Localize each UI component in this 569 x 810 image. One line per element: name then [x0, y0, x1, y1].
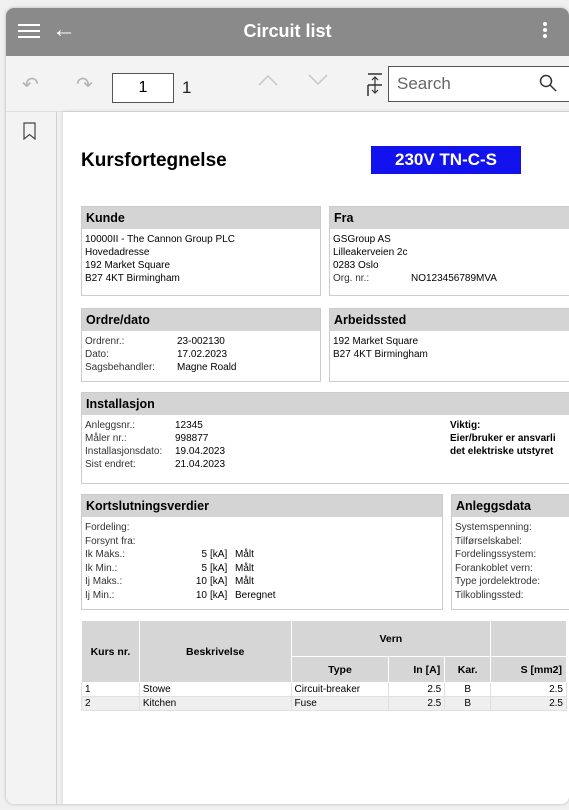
cell-type: Fuse	[291, 697, 389, 711]
cell-beskrivelse: Kitchen	[139, 697, 291, 711]
section-heading: Kunde	[82, 207, 320, 229]
ordre-section	[81, 308, 321, 382]
kortslutning-label: Forsynt fra:	[85, 535, 136, 547]
arbeidssted-line: 192 Market Square	[333, 336, 419, 347]
kortslutning-note: Målt	[235, 576, 254, 587]
search-icon[interactable]	[539, 74, 557, 92]
circuit-table	[81, 620, 567, 711]
arbeidssted-section	[329, 308, 569, 382]
kunde-line: B27 4KT Birmingham	[85, 273, 180, 284]
more-options-icon[interactable]	[543, 20, 549, 40]
kortslutning-label: Ik Min.:	[85, 562, 118, 574]
search-input[interactable]	[397, 73, 537, 95]
cell-kar: B	[445, 697, 491, 711]
anleggsdata-label: Systemspenning:	[455, 522, 532, 533]
side-panel	[6, 112, 56, 804]
section-heading: Installasjon	[82, 393, 569, 415]
app-title: Circuit list	[243, 21, 332, 41]
kortslutning-value: 5	[201, 562, 207, 574]
kortslutning-unit: [kA]	[210, 576, 228, 587]
cell-kurs: 2	[82, 697, 140, 711]
installasjon-value: 21.04.2023	[175, 459, 226, 470]
ordre-label: Dato:	[85, 349, 109, 360]
back-arrow-icon[interactable]: ←	[52, 16, 76, 43]
kunde-line: 192 Market Square	[85, 260, 171, 271]
page-number-input[interactable]: 1	[112, 73, 174, 103]
pdf-toolbar	[6, 56, 569, 112]
table-row	[82, 683, 567, 697]
header-kurs: Kurs nr.	[82, 621, 140, 683]
document-title: Kursfortegnelse	[81, 150, 227, 171]
section-heading: Arbeidssted	[330, 309, 569, 331]
anleggsdata-label: Forankoblet vern:	[455, 562, 533, 574]
kortslutning-section	[81, 494, 443, 610]
header-blank	[491, 621, 567, 657]
installasjon-value: 12345	[175, 420, 203, 431]
section-heading: Anleggsdata	[452, 495, 569, 517]
cell-s: 2.5	[491, 697, 567, 711]
header-type: Type	[291, 657, 389, 683]
ordre-label: Ordrenr.:	[85, 336, 125, 347]
anleggsdata-label: Tilførselskabel:	[455, 535, 522, 547]
installasjon-section	[81, 392, 569, 484]
anleggsdata-section	[451, 494, 569, 610]
cell-beskrivelse: Stowe	[139, 683, 291, 697]
cell-type: Circuit-breaker	[291, 683, 389, 697]
kortslutning-unit: [kA]	[210, 589, 228, 601]
cell-in: 2.5	[389, 683, 445, 697]
header-beskrivelse: Beskrivelse	[139, 621, 291, 683]
cell-s: 2.5	[491, 683, 567, 697]
installasjon-value: 19.04.2023	[175, 446, 226, 457]
installasjon-label: Måler nr.:	[85, 433, 127, 444]
ordre-value: 23-002130	[177, 336, 225, 347]
cell-kar: B	[445, 683, 491, 697]
bookmark-icon[interactable]	[23, 122, 36, 140]
kortslutning-value: 10	[195, 589, 207, 601]
previous-result-icon[interactable]	[258, 70, 278, 91]
kortslutning-note: Målt	[235, 549, 254, 560]
fra-section	[329, 206, 569, 296]
page-count: 1	[182, 78, 192, 97]
viktig-line: det elektriske utstyret	[450, 446, 554, 457]
kunde-line: Hovedadresse	[85, 247, 150, 258]
kortslutning-value: 10	[195, 576, 207, 587]
section-heading: Fra	[330, 207, 569, 229]
header-kar: Kar.	[445, 657, 491, 683]
redo-icon[interactable]: ↷	[76, 74, 93, 96]
installasjon-value: 998877	[175, 433, 209, 444]
section-heading: Kortslutningsverdier	[82, 495, 442, 517]
kortslutning-label: Ij Min.:	[85, 589, 115, 601]
kunde-line: 10000II - The Cannon Group PLC	[85, 234, 235, 245]
installasjon-label: Installasjonsdato:	[85, 446, 163, 457]
ordre-value: 17.02.2023	[177, 349, 228, 360]
fra-line: 0283 Oslo	[333, 260, 379, 271]
kortslutning-unit: [kA]	[210, 549, 228, 560]
kortslutning-label: Fordeling:	[85, 522, 130, 533]
ordre-value: Magne Roald	[177, 362, 237, 373]
next-result-icon[interactable]	[308, 70, 328, 91]
undo-icon[interactable]: ↶	[22, 74, 39, 96]
ordre-label: Sagsbehandler:	[85, 362, 156, 373]
kunde-section	[81, 206, 321, 296]
viktig-label: Viktig:	[450, 420, 481, 431]
anleggsdata-label: Fordelingssystem:	[455, 549, 537, 560]
fra-line: GSGroup AS	[333, 234, 391, 245]
anleggsdata-label: Tilkoblingssted:	[455, 589, 524, 601]
kortslutning-note: Beregnet	[235, 589, 276, 601]
viktig-line: Eier/bruker er ansvarli	[450, 433, 556, 444]
document-viewport[interactable]	[56, 112, 569, 804]
installasjon-label: Sist endret:	[85, 459, 136, 470]
arbeidssted-line: B27 4KT Birmingham	[333, 349, 428, 360]
kortslutning-unit: [kA]	[210, 562, 228, 574]
cell-in: 2.5	[389, 697, 445, 711]
kortslutning-value: 5	[201, 549, 207, 560]
pdf-page	[63, 112, 569, 804]
search-box	[388, 66, 569, 102]
title-bar	[6, 8, 569, 56]
section-heading: Ordre/dato	[82, 309, 320, 331]
header-s: S [mm2]	[491, 657, 567, 683]
header-vern: Vern	[291, 621, 491, 657]
header-in: In [A]	[389, 657, 445, 683]
kortslutning-label: Ij Maks.:	[85, 576, 123, 587]
org-label: Org. nr.:	[333, 273, 370, 284]
fra-line: Lilleakerveien 2c	[333, 247, 408, 258]
kortslutning-label: Ik Maks.:	[85, 549, 126, 560]
anleggsdata-label: Type jordelektrode:	[455, 576, 541, 587]
installasjon-label: Anleggsnr.:	[85, 420, 136, 431]
fit-page-icon[interactable]	[366, 73, 384, 97]
table-row	[82, 697, 567, 711]
kortslutning-note: Målt	[235, 562, 254, 574]
org-value: NO123456789MVA	[411, 273, 497, 284]
cell-kurs: 1	[82, 683, 140, 697]
network-type-badge: 230V TN-C-S	[371, 146, 521, 174]
app-window	[6, 8, 569, 804]
